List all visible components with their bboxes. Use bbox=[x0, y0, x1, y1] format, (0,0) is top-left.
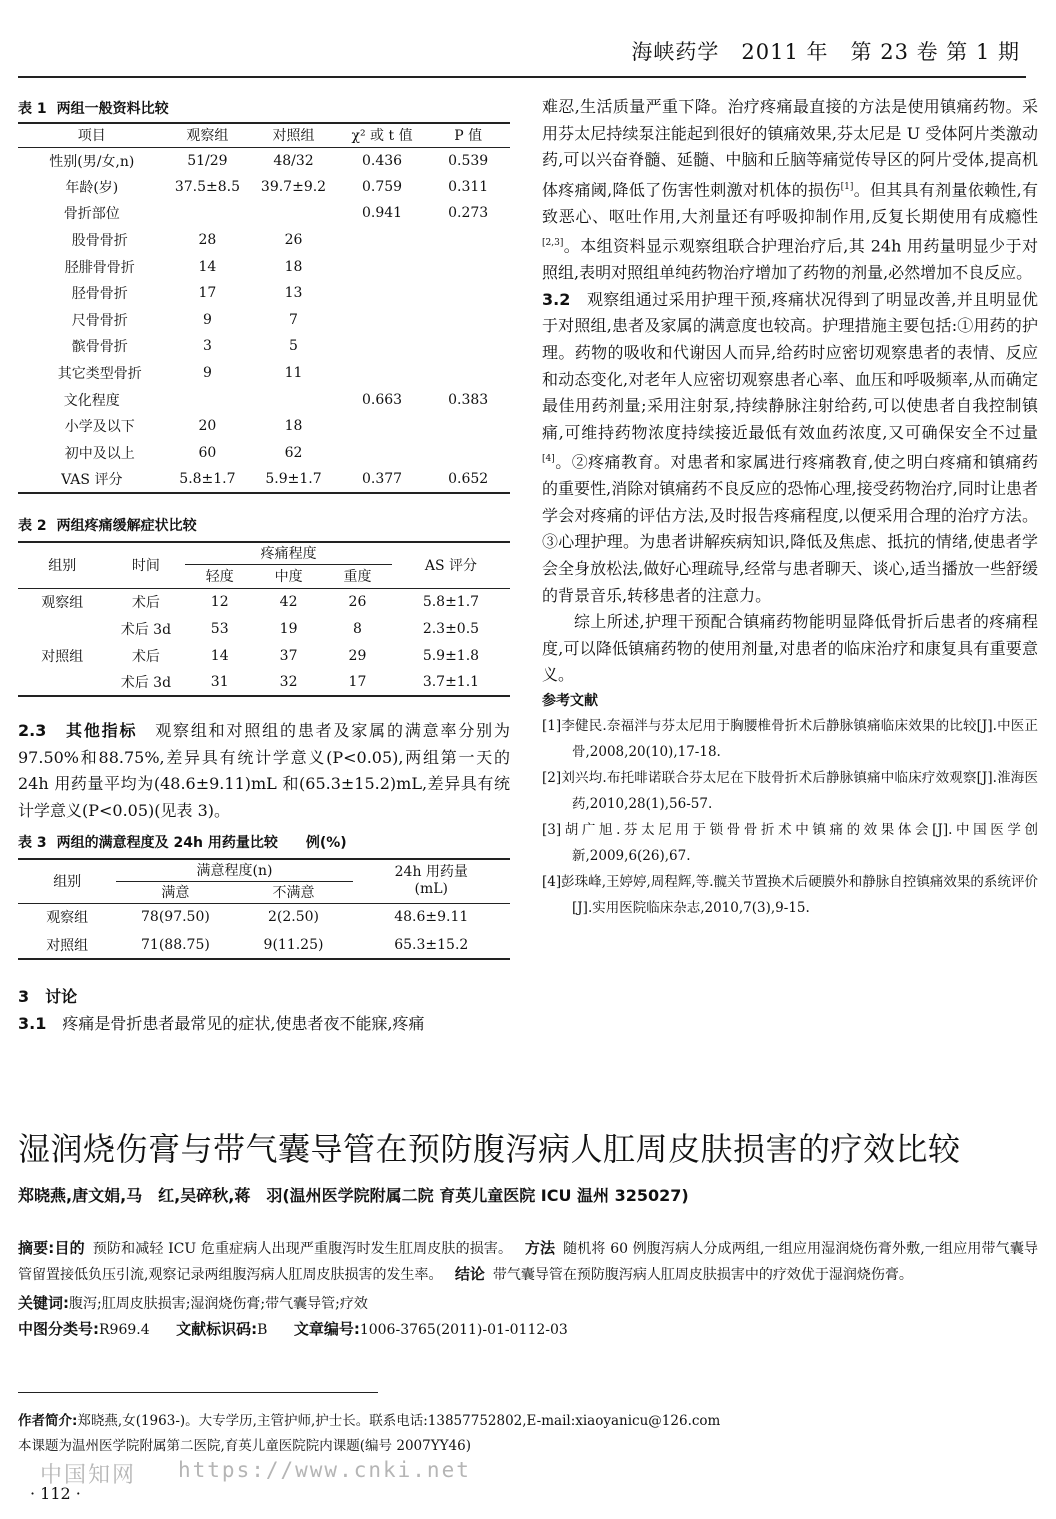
table-cell: 5.9±1.8 bbox=[422, 647, 480, 664]
table-1 bbox=[18, 98, 510, 494]
table-cell: 32 bbox=[254, 669, 323, 696]
table-cell bbox=[426, 440, 510, 467]
table-cell: 初中及以上 bbox=[64, 445, 135, 462]
footnote-rule bbox=[18, 1392, 378, 1393]
table-cell bbox=[166, 200, 250, 227]
table-cell: 18 bbox=[284, 258, 303, 275]
classification-line: 中图分类号:R969.4 文献标识码:B 文章编号:1006-3765(2011)-01-0112-03 bbox=[18, 1319, 568, 1338]
keywords-label: 关键词: bbox=[18, 1294, 69, 1312]
table-cell: 39.7±9.2 bbox=[260, 178, 327, 195]
article-title: 湿润烧伤膏与带气囊导管在预防腹泻病人肛周皮肤损害的疗效比较 bbox=[18, 1130, 961, 1168]
table-cell: VAS 评分 bbox=[18, 466, 166, 493]
table-cell: 0.652 bbox=[426, 466, 510, 493]
t2-header-severe: 重度 bbox=[323, 564, 392, 588]
journal-header: 海峡药学 2011 年 第 23 卷 第 1 期 bbox=[631, 40, 1020, 64]
table-cell bbox=[338, 280, 427, 307]
table-row bbox=[18, 903, 510, 931]
page-number: · 112 · bbox=[30, 1484, 81, 1503]
table-cell: 26 bbox=[348, 593, 367, 610]
t3-header-group: 组别 bbox=[18, 859, 116, 903]
table-2 bbox=[18, 515, 510, 697]
table-cell: 17 bbox=[198, 285, 217, 302]
t1-header: χ² 或 t 值 bbox=[338, 123, 427, 147]
table-cell: 2(2.50) bbox=[268, 909, 320, 926]
table-cell: 0.759 bbox=[362, 178, 403, 195]
table-cell: 胫腓骨骨折 bbox=[64, 259, 135, 276]
table-cell bbox=[166, 386, 250, 413]
table-cell: 术后 3d bbox=[120, 621, 172, 638]
t3-header-dose: 24h 用药量 (mL) bbox=[353, 859, 510, 903]
table-row bbox=[18, 588, 510, 615]
table-cell: 文化程度 bbox=[63, 392, 120, 409]
table-cell: 0.941 bbox=[362, 205, 403, 222]
table-2-grid bbox=[18, 541, 510, 697]
table-cell: 5 bbox=[289, 338, 298, 355]
section-2-3-heading: 2.3 其他指标 bbox=[18, 721, 138, 740]
table-cell: 5.9±1.7 bbox=[249, 466, 338, 493]
table-cell: 0.436 bbox=[362, 152, 403, 169]
references-heading: 参考文献 bbox=[542, 693, 598, 710]
table-cell: 胫骨骨折 bbox=[71, 286, 128, 303]
table-cell bbox=[338, 227, 427, 254]
table-row bbox=[18, 931, 510, 959]
table-cell: 0.273 bbox=[448, 205, 489, 222]
project-note: 本课题为温州医学院附属第二医院,育英儿童医院院内课题(编号 2007YY46) bbox=[18, 1438, 471, 1454]
t2-header-time: 时间 bbox=[107, 542, 186, 588]
table-row bbox=[18, 413, 510, 440]
paragraph-3-1-cont: 难忍,生活质量严重下降。治疗疼痛最直接的方法是使用镇痛药物。采用芬太尼持续泵注能起到很好的镇痛效果,芬太尼是 U 受体阿片类激动药,可以兴奋脊髓、延髓、中脑和丘脑等痛觉传导区的阿片受体,提高机体疼痛阈,降低了伤害性刺激对机体的损伤[1]。但其具有剂量依赖性,有致恶心、呕吐作用,大剂量还有呼吸抑制作用,反复长期使用有成瘾性[2,3]。本组资料显示观察组联合护理治疗后,其 24h 用药量明显少于对照组,表明对照组单纯药物治疗增加了药物的剂量,必然增加不良反应。 bbox=[542, 97, 1039, 283]
t2-header-as: AS 评分 bbox=[392, 542, 510, 588]
table-cell: 对照组 bbox=[18, 931, 116, 959]
table-cell: 小学及以下 bbox=[64, 419, 135, 436]
table-cell bbox=[426, 280, 510, 307]
table-cell: 术后 3d bbox=[107, 669, 186, 696]
table-row bbox=[18, 360, 510, 387]
table-cell: 12 bbox=[210, 593, 229, 610]
table-row bbox=[18, 615, 510, 642]
t1-header: 项目 bbox=[18, 123, 166, 147]
table-cell bbox=[18, 615, 107, 642]
reference-item: [2]刘兴均.布托啡诺联合芬太尼在下肢骨折术后静脉镇痛中临床疗效观察[J].淮海医药,2010,28(1),56-57. bbox=[542, 770, 1038, 813]
t2-header-group: 组别 bbox=[18, 542, 107, 588]
table-cell bbox=[426, 360, 510, 387]
table-3-caption: 表 3 两组的满意程度及 24h 用药量比较 例(%) bbox=[18, 835, 347, 851]
table-row bbox=[18, 200, 510, 227]
author-note: 作者简介:郑晓燕,女(1963-)。大专学历,主管护师,护士长。联系电话:13857752802,E-mail:xiaoyanicu@126.com bbox=[18, 1413, 721, 1429]
table-row bbox=[18, 669, 510, 696]
reference-item: [1]李健民.奈福泮与芬太尼用于胸腰椎骨折术后静脉镇痛临床效果的比较[J].中医正骨,2008,20(10),17-18. bbox=[542, 718, 1038, 761]
table-cell: 8 bbox=[352, 620, 362, 637]
table-cell: 11 bbox=[284, 365, 303, 382]
table-cell: 51/29 bbox=[187, 152, 228, 169]
table-cell: 0.539 bbox=[448, 152, 489, 169]
t2-header-mild: 轻度 bbox=[185, 564, 254, 588]
table-row bbox=[18, 386, 510, 413]
t3-header-unsatisfied: 不满意 bbox=[234, 881, 352, 903]
abstract-label: 摘要:目的 bbox=[18, 1239, 85, 1257]
table-cell: 3.7±1.1 bbox=[392, 669, 510, 696]
section-3-1-heading: 3.1 bbox=[18, 1013, 47, 1033]
t2-header-pain: 疼痛程度 bbox=[185, 542, 392, 564]
table-cell: 性别(男/女,n) bbox=[49, 153, 135, 170]
table-cell bbox=[338, 440, 427, 467]
table-cell: 其它类型骨折 bbox=[57, 366, 142, 383]
table-cell bbox=[426, 413, 510, 440]
table-cell bbox=[338, 253, 427, 280]
table-cell: 0.383 bbox=[448, 391, 489, 408]
table-cell: 13 bbox=[284, 285, 303, 302]
reference-item: [4]彭珠峰,王婷婷,周程辉,等.髋关节置换术后硬膜外和静脉自控镇痛效果的系统评价[J].实用医院临床杂志,2010,7(3),9-15. bbox=[542, 874, 1038, 917]
cnki-watermark: 中国知网 bbox=[40, 1463, 137, 1488]
table-cell bbox=[338, 333, 427, 360]
table-cell: 观察组 bbox=[46, 910, 89, 927]
table-cell: 7 bbox=[289, 311, 298, 328]
table-row bbox=[18, 147, 510, 174]
section-3 bbox=[18, 984, 510, 1037]
table-cell: 48.6±9.11 bbox=[394, 909, 469, 926]
table-cell: 37.5±8.5 bbox=[174, 178, 240, 195]
table-2-caption: 表 2 两组疼痛缓解症状比较 bbox=[18, 518, 197, 534]
article-authors: 郑晓燕,唐文娟,马 红,吴碎秋,蒋 羽(温州医学院附属二院 育英儿童医院 ICU 温州 325027) bbox=[18, 1186, 689, 1205]
table-row bbox=[18, 307, 510, 334]
table-cell: 5.8±1.7 bbox=[422, 593, 480, 610]
table-cell bbox=[338, 307, 427, 334]
table-row bbox=[18, 466, 510, 493]
table-cell: 5.8±1.7 bbox=[166, 466, 250, 493]
table-cell: 60 bbox=[198, 444, 217, 461]
table-row bbox=[18, 440, 510, 467]
table-cell: 31 bbox=[185, 669, 254, 696]
table-cell: 术后 bbox=[131, 594, 160, 611]
conclusion-label: 结论 bbox=[454, 1264, 485, 1283]
right-column-text bbox=[542, 94, 1038, 921]
method-label: 方法 bbox=[524, 1239, 556, 1257]
table-cell: 9 bbox=[202, 311, 212, 328]
table-row bbox=[18, 280, 510, 307]
table-cell bbox=[426, 307, 510, 334]
table-cell: 髌骨骨折 bbox=[71, 339, 128, 356]
section-3-heading: 3 讨论 bbox=[18, 987, 78, 1006]
table-cell: 0.663 bbox=[362, 391, 403, 408]
table-cell: 37 bbox=[279, 647, 298, 664]
table-cell: 尺骨骨折 bbox=[71, 312, 128, 329]
table-cell bbox=[426, 227, 510, 254]
section-2-3 bbox=[18, 718, 510, 824]
table-cell: 9 bbox=[202, 365, 212, 382]
table-cell: 骨折部位 bbox=[63, 206, 120, 223]
table-row bbox=[18, 253, 510, 280]
table-cell: 42 bbox=[279, 593, 298, 610]
t1-header: P 值 bbox=[426, 123, 510, 147]
table-cell: 62 bbox=[284, 444, 303, 461]
abstract-text: 摘要:目的 预防和减轻 ICU 危重症病人出现严重腹泻时发生肛周皮肤的损害。 方法 随机将 60 例腹泻病人分成两组,一组应用湿润烧伤膏外敷,一组应用带气囊导管留置接低负压引流,观察记录两组腹泻病人肛周皮肤损害的发生率。 结论 带气囊导管在预防腹泻病人肛周皮肤损害中的疗效优于湿润烧伤膏。 bbox=[18, 1239, 1038, 1283]
table-cell: 65.3±15.2 bbox=[353, 931, 510, 959]
table-cell: 2.3±0.5 bbox=[422, 620, 480, 637]
table-cell: 20 bbox=[198, 418, 217, 435]
t3-header-satisfied: 满意 bbox=[116, 881, 234, 903]
section-3-1-text: 疼痛是骨折患者最常见的症状,使患者夜不能寐,疼痛 bbox=[62, 1013, 425, 1033]
table-cell: 14 bbox=[210, 647, 229, 664]
table-cell: 股骨骨折 bbox=[71, 233, 128, 250]
table-cell: 28 bbox=[198, 232, 217, 249]
table-row bbox=[18, 642, 510, 669]
table-cell bbox=[18, 669, 107, 696]
reference-item: [3]胡广旭.芬太尼用于锁骨骨折术中镇痛的效果体会[J].中国医学创新,2009,6(26),67. bbox=[542, 822, 1038, 865]
table-3-grid bbox=[18, 858, 510, 960]
table-cell bbox=[249, 200, 338, 227]
table-cell bbox=[426, 253, 510, 280]
section-2-3-text: 观察组和对照组的患者及家属的满意率分别为97.50%和88.75%,差异具有统计学意义(P<0.05),两组第一天的 24h 用药量平均为(48.6±9.11)mL 和(65.3±15.2)mL,差异具有统计学意义(P<0.05)(见表 3)。 bbox=[18, 721, 510, 820]
table-1-grid bbox=[18, 122, 510, 494]
table-cell: 14 bbox=[198, 258, 217, 275]
abstract bbox=[18, 1236, 1038, 1342]
paragraph-conclusion: 综上所述,护理干预配合镇痛药物能明显降低骨折后患者的疼痛程度,可以降低镇痛药物的使用剂量,对患者的临床治疗和康复具有重要意义。 bbox=[542, 612, 1038, 685]
table-cell: 0.311 bbox=[448, 178, 489, 195]
table-cell: 9(11.25) bbox=[234, 931, 352, 959]
table-cell: 17 bbox=[323, 669, 392, 696]
table-cell bbox=[338, 360, 427, 387]
table-cell: 19 bbox=[279, 620, 298, 637]
table-cell: 3 bbox=[202, 338, 212, 355]
t1-header: 对照组 bbox=[249, 123, 338, 147]
t3-header-satisfaction: 满意程度(n) bbox=[116, 859, 352, 881]
table-cell: 53 bbox=[210, 620, 229, 637]
table-row bbox=[18, 227, 510, 254]
t2-header-moderate: 中度 bbox=[254, 564, 323, 588]
table-cell: 18 bbox=[284, 418, 303, 435]
table-row bbox=[18, 174, 510, 201]
table-cell: 年龄(岁) bbox=[65, 179, 119, 196]
table-cell: 术后 bbox=[131, 648, 160, 665]
table-cell bbox=[338, 413, 427, 440]
table-cell: 71(88.75) bbox=[116, 931, 234, 959]
header-rule bbox=[18, 76, 1026, 78]
table-cell: 26 bbox=[284, 232, 303, 249]
table-cell bbox=[249, 386, 338, 413]
table-cell: 29 bbox=[348, 647, 367, 664]
t1-header: 观察组 bbox=[166, 123, 250, 147]
table-1-caption: 表 1 两组一般资料比较 bbox=[18, 101, 169, 117]
table-cell: 对照组 bbox=[41, 648, 84, 665]
table-3 bbox=[18, 832, 510, 960]
paragraph-3-2: 3.2 观察组通过采用护理干预,疼痛状况得到了明显改善,并且明显优于对照组,患者及家属的满意度也较高。护理措施主要包括:①用药的护理。药物的吸收和代谢因人而异,给药时应密切观察患者的表情、反应和动态变化,对老年人应密切观察患者心率、血压和呼吸频率,从而确定最佳用药剂量;采用注射泵,持续静脉注射给药,可以使患者自我控制镇痛,可维持药物浓度持续接近最低有效血药浓度,又可确保安全不过量[4]。②疼痛教育。对患者和家属进行疼痛教育,使之明白疼痛和镇痛药的重要性,消除对镇痛药不良反应的恐怖心理,接受药物治疗,同时让患者学会对疼痛的评估方法,及时报告疼痛程度,以便采用合理的治疗方法。③心理护理。为患者讲解疾病知识,降低及焦虑、抵抗的情绪,使患者学会全身放松法,做好心理疏导,经常与患者聊天、谈心,适当播放一些舒缓的背景音乐,转移患者的注意力。 bbox=[542, 289, 1038, 605]
table-cell: 48/32 bbox=[273, 152, 314, 169]
table-cell bbox=[426, 333, 510, 360]
cnki-watermark-url: https://www.cnki.net bbox=[178, 1458, 471, 1482]
keywords: 关键词:腹泻;肛周皮肤损害;湿润烧伤膏;带气囊导管;疗效 bbox=[18, 1294, 368, 1312]
references-list bbox=[542, 713, 1038, 921]
table-row bbox=[18, 333, 510, 360]
section-3-2-heading: 3.2 bbox=[542, 289, 571, 309]
table-cell: 观察组 bbox=[41, 594, 84, 611]
table-cell: 78(97.50) bbox=[141, 909, 210, 926]
table-cell: 0.377 bbox=[338, 466, 427, 493]
